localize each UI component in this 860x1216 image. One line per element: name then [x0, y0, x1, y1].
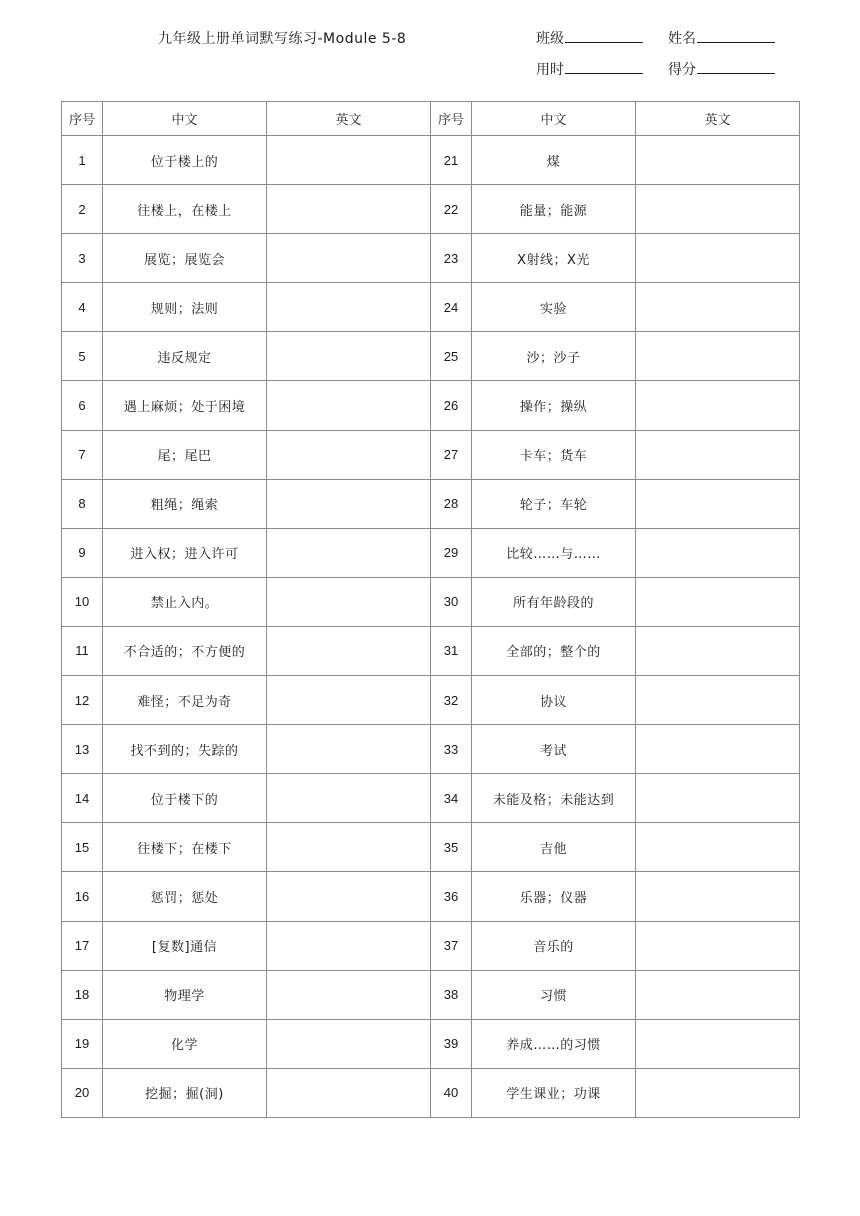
- english-answer-cell[interactable]: [636, 921, 800, 970]
- chinese-cell: 进入权；进入许可: [103, 528, 267, 577]
- name-blank[interactable]: [697, 29, 775, 43]
- index-cell: 35: [431, 823, 472, 872]
- table-row: [62, 774, 800, 823]
- worksheet-title: 九年级上册单词默写练习-Module 5-8: [158, 31, 407, 47]
- table-row: [62, 921, 800, 970]
- chinese-cell: 比较……与……: [472, 528, 636, 577]
- index-cell: 23: [431, 234, 472, 283]
- english-answer-cell[interactable]: [267, 185, 431, 234]
- table-row: [62, 970, 800, 1019]
- chinese-cell: 难怪；不足为奇: [103, 676, 267, 725]
- table-row: [62, 479, 800, 528]
- time-label: 用时: [536, 62, 564, 78]
- english-answer-cell[interactable]: [267, 234, 431, 283]
- english-answer-cell[interactable]: [636, 430, 800, 479]
- english-answer-cell[interactable]: [267, 577, 431, 626]
- index-cell: 26: [431, 381, 472, 430]
- english-answer-cell[interactable]: [636, 676, 800, 725]
- english-answer-cell[interactable]: [636, 970, 800, 1019]
- chinese-cell: 物理学: [103, 970, 267, 1019]
- english-answer-cell[interactable]: [636, 725, 800, 774]
- english-answer-cell[interactable]: [267, 332, 431, 381]
- index-cell: 32: [431, 676, 472, 725]
- table-row: [62, 381, 800, 430]
- english-answer-cell[interactable]: [636, 1019, 800, 1068]
- chinese-cell: 协议: [472, 676, 636, 725]
- chinese-cell: 往楼上，在楼上: [103, 185, 267, 234]
- index-cell: 16: [62, 872, 103, 921]
- index-cell: 39: [431, 1019, 472, 1068]
- chinese-cell: 不合适的；不方便的: [103, 626, 267, 675]
- chinese-cell: 粗绳；绳索: [103, 479, 267, 528]
- time-blank[interactable]: [565, 60, 643, 74]
- index-cell: 7: [62, 430, 103, 479]
- chinese-cell: 找不到的；失踪的: [103, 725, 267, 774]
- index-cell: 6: [62, 381, 103, 430]
- chinese-cell: 位于楼上的: [103, 136, 267, 185]
- index-cell: 28: [431, 479, 472, 528]
- class-label: 班级: [536, 31, 564, 47]
- table-row: [62, 577, 800, 626]
- english-answer-cell[interactable]: [267, 136, 431, 185]
- index-cell: 13: [62, 725, 103, 774]
- table-row: [62, 430, 800, 479]
- vocabulary-table: [61, 101, 800, 1118]
- english-answer-cell[interactable]: [267, 774, 431, 823]
- name-label: 姓名: [668, 31, 696, 47]
- index-cell: 1: [62, 136, 103, 185]
- header-chinese-left: 中文: [103, 102, 267, 136]
- index-cell: 34: [431, 774, 472, 823]
- table-row: [62, 136, 800, 185]
- table-row: [62, 725, 800, 774]
- index-cell: 12: [62, 676, 103, 725]
- english-answer-cell[interactable]: [267, 528, 431, 577]
- chinese-cell: 禁止入内。: [103, 577, 267, 626]
- english-answer-cell[interactable]: [267, 725, 431, 774]
- english-answer-cell[interactable]: [636, 823, 800, 872]
- chinese-cell: 卡车；货车: [472, 430, 636, 479]
- index-cell: 24: [431, 283, 472, 332]
- chinese-cell: 挖掘；掘(洞): [103, 1068, 267, 1117]
- chinese-cell: 学生课业；功课: [472, 1068, 636, 1117]
- english-answer-cell[interactable]: [267, 479, 431, 528]
- english-answer-cell[interactable]: [267, 921, 431, 970]
- english-answer-cell[interactable]: [636, 528, 800, 577]
- header-english-left: 英文: [267, 102, 431, 136]
- english-answer-cell[interactable]: [636, 332, 800, 381]
- table-row: [62, 626, 800, 675]
- chinese-cell: 往楼下；在楼下: [103, 823, 267, 872]
- index-cell: 21: [431, 136, 472, 185]
- index-cell: 14: [62, 774, 103, 823]
- chinese-cell: 惩罚；惩处: [103, 872, 267, 921]
- index-cell: 38: [431, 970, 472, 1019]
- english-answer-cell[interactable]: [636, 872, 800, 921]
- index-cell: 2: [62, 185, 103, 234]
- header-index-left: 序号: [62, 102, 103, 136]
- chinese-cell: 位于楼下的: [103, 774, 267, 823]
- header-chinese-right: 中文: [472, 102, 636, 136]
- class-blank[interactable]: [565, 29, 643, 43]
- index-cell: 15: [62, 823, 103, 872]
- chinese-cell: 遇上麻烦；处于困境: [103, 381, 267, 430]
- chinese-cell: 全部的；整个的: [472, 626, 636, 675]
- index-cell: 19: [62, 1019, 103, 1068]
- header-english-right: 英文: [636, 102, 800, 136]
- english-answer-cell[interactable]: [636, 1068, 800, 1117]
- index-cell: 36: [431, 872, 472, 921]
- chinese-cell: 展览；展览会: [103, 234, 267, 283]
- chinese-cell: 吉他: [472, 823, 636, 872]
- english-answer-cell[interactable]: [267, 626, 431, 675]
- english-answer-cell[interactable]: [636, 479, 800, 528]
- chinese-cell: 未能及格；未能达到: [472, 774, 636, 823]
- english-answer-cell[interactable]: [267, 872, 431, 921]
- english-answer-cell[interactable]: [267, 283, 431, 332]
- table-row: [62, 872, 800, 921]
- english-answer-cell[interactable]: [267, 970, 431, 1019]
- chinese-cell: [复数]通信: [103, 921, 267, 970]
- table-row: [62, 676, 800, 725]
- table-row: [62, 823, 800, 872]
- chinese-cell: 煤: [472, 136, 636, 185]
- score-label: 得分: [668, 62, 696, 78]
- index-cell: 5: [62, 332, 103, 381]
- name-field: [668, 28, 775, 48]
- chinese-cell: 养成……的习惯: [472, 1019, 636, 1068]
- table-row: [62, 234, 800, 283]
- index-cell: 9: [62, 528, 103, 577]
- chinese-cell: 化学: [103, 1019, 267, 1068]
- table-row: [62, 185, 800, 234]
- index-cell: 8: [62, 479, 103, 528]
- chinese-cell: 考试: [472, 725, 636, 774]
- english-answer-cell[interactable]: [636, 136, 800, 185]
- index-cell: 11: [62, 626, 103, 675]
- table-row: [62, 332, 800, 381]
- english-answer-cell[interactable]: [636, 626, 800, 675]
- chinese-cell: 乐器；仪器: [472, 872, 636, 921]
- score-field: [668, 59, 775, 79]
- index-cell: 3: [62, 234, 103, 283]
- chinese-cell: X射线；X光: [472, 234, 636, 283]
- english-answer-cell[interactable]: [267, 1068, 431, 1117]
- english-answer-cell[interactable]: [636, 185, 800, 234]
- english-answer-cell[interactable]: [636, 774, 800, 823]
- chinese-cell: 习惯: [472, 970, 636, 1019]
- index-cell: 37: [431, 921, 472, 970]
- chinese-cell: 实验: [472, 283, 636, 332]
- time-field: [536, 59, 643, 79]
- chinese-cell: 音乐的: [472, 921, 636, 970]
- chinese-cell: 操作；操纵: [472, 381, 636, 430]
- class-field: [536, 28, 643, 48]
- chinese-cell: 轮子；车轮: [472, 479, 636, 528]
- index-cell: 4: [62, 283, 103, 332]
- index-cell: 17: [62, 921, 103, 970]
- table-row: [62, 1068, 800, 1117]
- english-answer-cell[interactable]: [636, 577, 800, 626]
- english-answer-cell[interactable]: [636, 381, 800, 430]
- score-blank[interactable]: [697, 60, 775, 74]
- chinese-cell: 违反规定: [103, 332, 267, 381]
- index-cell: 33: [431, 725, 472, 774]
- english-answer-cell[interactable]: [267, 1019, 431, 1068]
- chinese-cell: 能量；能源: [472, 185, 636, 234]
- chinese-cell: 规则；法则: [103, 283, 267, 332]
- english-answer-cell[interactable]: [267, 823, 431, 872]
- english-answer-cell[interactable]: [636, 283, 800, 332]
- table-row: [62, 1019, 800, 1068]
- index-cell: 22: [431, 185, 472, 234]
- english-answer-cell[interactable]: [636, 234, 800, 283]
- index-cell: 29: [431, 528, 472, 577]
- chinese-cell: 尾；尾巴: [103, 430, 267, 479]
- table-header-row: [62, 102, 800, 136]
- index-cell: 10: [62, 577, 103, 626]
- index-cell: 27: [431, 430, 472, 479]
- english-answer-cell[interactable]: [267, 381, 431, 430]
- chinese-cell: 沙；沙子: [472, 332, 636, 381]
- index-cell: 30: [431, 577, 472, 626]
- index-cell: 18: [62, 970, 103, 1019]
- table-row: [62, 283, 800, 332]
- english-answer-cell[interactable]: [267, 676, 431, 725]
- index-cell: 20: [62, 1068, 103, 1117]
- table-row: [62, 528, 800, 577]
- english-answer-cell[interactable]: [267, 430, 431, 479]
- index-cell: 25: [431, 332, 472, 381]
- header-index-right: 序号: [431, 102, 472, 136]
- chinese-cell: 所有年龄段的: [472, 577, 636, 626]
- index-cell: 40: [431, 1068, 472, 1117]
- index-cell: 31: [431, 626, 472, 675]
